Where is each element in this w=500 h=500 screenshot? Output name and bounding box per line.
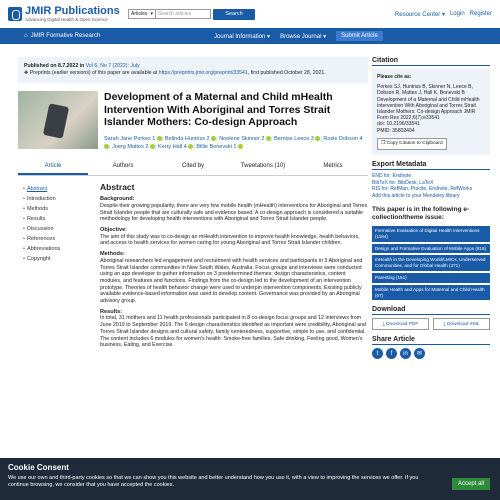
linkedin-icon[interactable]: in bbox=[400, 348, 411, 359]
toc-item-introduction[interactable]: Introduction bbox=[26, 195, 56, 202]
copy-citation-button[interactable]: ❐ Copy Citation to Clipboard bbox=[377, 138, 447, 150]
author-link[interactable]: Belinda Huntriss 2 bbox=[164, 135, 210, 142]
accept-cookies-button[interactable]: Accept all bbox=[452, 478, 490, 490]
toc-item-discussion[interactable]: Discussion bbox=[26, 225, 54, 232]
toc-item-abstract[interactable]: Abstract bbox=[26, 185, 48, 192]
orcid-icon[interactable] bbox=[238, 144, 243, 149]
methods-heading: Methods: bbox=[100, 251, 125, 258]
publication-info: Published on 8.7.2022 in Vol 6, No 7 (2022): July ✚ Preprints (earlier versions) of this paper are available at https://preprints.jmir.org/preprint/33541, first published October 28, 2021. bbox=[18, 57, 368, 83]
search-scope-select[interactable]: Articles ▾ bbox=[128, 9, 156, 19]
collection-chip[interactable]: Parenting (151) bbox=[372, 273, 490, 283]
author-link[interactable]: Joerg Mattes 2 bbox=[112, 143, 149, 150]
jmir-logo-icon bbox=[8, 7, 22, 21]
journal-nav bbox=[0, 28, 500, 44]
citation-box: Please cite as: Perkes SJ, Huntriss B, Skinner N, Leece B, Dobson R, Mattes J, Hall K, Bonevski B Development of a Maternal and Child mHealth Intervention With Aboriginal and Torres Strait Islander Mothers: Co-design Approach JMIR Form Res 2022;6(7):e33541 doi: 10.2196/33541 PMID: 35802404 ❐ Copy Citation to Clipboard bbox=[372, 69, 490, 155]
author-link[interactable]: Kerry Hall 4 bbox=[158, 143, 187, 150]
download-pdf-button[interactable]: ⤓ Download PDF bbox=[372, 318, 429, 330]
download-icon: ⤓ bbox=[443, 322, 446, 328]
top-bar bbox=[0, 0, 500, 28]
cookie-banner bbox=[0, 458, 500, 500]
toc-item-results[interactable]: Results bbox=[26, 215, 46, 222]
logo-subtitle: Advancing Digital Health & Open Science bbox=[25, 17, 108, 22]
preprint-link[interactable]: https://preprints.jmir.org/preprint/33541 bbox=[158, 70, 248, 76]
author-link[interactable]: Rosie Dobson 4 bbox=[323, 135, 363, 142]
download-heading: Download bbox=[372, 306, 490, 315]
citation-pmid: PMID: 35802404 bbox=[377, 127, 415, 134]
export-bibtex-link[interactable]: BibTeX for: BibDesk, LaTeX bbox=[372, 179, 434, 186]
article-tabs bbox=[18, 159, 368, 176]
collection-chip[interactable]: mHealth in the Developing World/LMICs, Underserved Communities, and for Global Health (371) bbox=[372, 255, 490, 271]
export-heading: Export Metadata bbox=[372, 161, 490, 170]
mendeley-link[interactable]: Add this article to your Mendeley library bbox=[372, 192, 460, 199]
methods-text: Aboriginal researchers led engagement and recruitment with health services and participants in 3 Aboriginal and Torres Strait Islander communities in New South Wales, Australia. Focus groups and interviews were conducted using an app developer to gather information on 3 predetermined themes: design characteristics, content modules, and features and functions. Findings from the co-design led to the development of an intervention prototype. Theories of health behavior change were used to underpin intervention components. Existing publicly available evidence-based information was used to develop content. Governance was provided by an Aboriginal advisory group. bbox=[100, 257, 363, 305]
toc-item-abbreviations[interactable]: Abbreviations bbox=[26, 245, 61, 252]
background-heading: Background: bbox=[100, 196, 135, 203]
share-buttons bbox=[372, 348, 490, 359]
share-heading: Share Article bbox=[372, 336, 490, 345]
orcid-icon[interactable] bbox=[157, 136, 162, 141]
results-text: In total, 31 mothers and 11 health professionals participated in 8 co-design focus groups and 12 interviews from June 2019 to September 2019. The 6 design characteristics identified as important were credibility, Aboriginal and Torres Strait Islander designs and cultural safety, family centeredness, supportive, simple to use, and confidential. The content includes 6 modules for women's health: Smoke-free families, Safe drinking, Feeling good, Women's business, Eating, and Exercise. bbox=[100, 315, 366, 349]
twitter-icon[interactable]: t bbox=[372, 348, 383, 359]
abstract-section bbox=[100, 181, 368, 349]
tab-article[interactable]: Article bbox=[18, 159, 88, 175]
citation-text: Perkes SJ, Huntriss B, Skinner N, Leece B, Dobson R, Mattes J, Hall K, Bonevski B Development of a Maternal and Child mHealth Intervention With Aboriginal and Torres Strait Islander Mothers: Co-design Approach JMIR Form Res 2022;6(7):e33541 bbox=[377, 84, 480, 122]
search-input[interactable]: Search articles bbox=[156, 9, 211, 19]
tab-tweetations[interactable]: Tweetations (10) bbox=[240, 162, 286, 169]
download-icon: ⤓ bbox=[382, 322, 385, 328]
search-button[interactable]: Search bbox=[213, 9, 255, 20]
collection-heading: This paper is in the following e-collection/theme issue: bbox=[372, 206, 470, 222]
submit-article-button[interactable]: Submit Article bbox=[336, 31, 383, 41]
chevron-down-icon: ▾ bbox=[441, 11, 445, 18]
tab-metrics[interactable]: Metrics bbox=[323, 162, 343, 169]
objective-text: The aim of this study was to co-design an mHealth intervention to improve health knowledge, health behaviors, and access to health services for women caring for young Aboriginal and Torres Strait Islander children. bbox=[100, 233, 360, 247]
orcid-icon[interactable] bbox=[188, 144, 193, 149]
register-link[interactable]: Register bbox=[469, 11, 492, 17]
article-title: Development of a Maternal and Child mHealth Intervention With Aboriginal and Torres Strait Islander Mothers: Co-design Approach bbox=[104, 91, 333, 128]
author-link[interactable]: Sarah Jane Perkes 1 bbox=[104, 135, 156, 142]
orcid-icon[interactable] bbox=[104, 144, 109, 149]
chevron-down-icon: ▾ bbox=[150, 11, 153, 17]
author-link[interactable]: Bernise Leece 3 bbox=[274, 135, 314, 142]
tab-cited-by[interactable]: Cited by bbox=[181, 162, 204, 169]
abstract-heading: Abstract bbox=[100, 181, 135, 192]
results-heading: Results: bbox=[100, 308, 123, 315]
objective-heading: Objective: bbox=[100, 227, 128, 234]
logo-title: JMIR Publications bbox=[25, 5, 120, 17]
article-thumbnail-image bbox=[18, 91, 98, 149]
search-bar bbox=[128, 9, 255, 20]
browse-journal-menu[interactable]: Browse Journal ▾ bbox=[280, 33, 327, 40]
export-ris-link[interactable]: RIS for: RefMan, Procite, Endnote, RefWorks bbox=[372, 186, 473, 193]
copy-icon: ❐ bbox=[381, 140, 386, 146]
orcid-icon[interactable] bbox=[315, 136, 320, 141]
author-link[interactable]: Noelene Skinner 2 bbox=[219, 135, 265, 142]
export-links bbox=[372, 173, 490, 199]
cookie-heading: Cookie Consent bbox=[8, 463, 69, 472]
journal-information-menu[interactable]: Journal Information ▾ bbox=[214, 33, 271, 40]
collection-chip[interactable]: Formative Evaluation of Digital Health Interventions (1184) bbox=[372, 226, 490, 242]
journal-home-link[interactable]: ⌂ JMIR Formative Research bbox=[24, 33, 101, 39]
email-icon[interactable]: ✉ bbox=[414, 348, 425, 359]
article-header bbox=[18, 83, 368, 155]
orcid-icon[interactable] bbox=[211, 136, 216, 141]
toc-item-copyright[interactable]: Copyright bbox=[26, 255, 51, 262]
toc-item-references[interactable]: References bbox=[26, 235, 56, 242]
home-icon: ⌂ bbox=[24, 33, 28, 39]
facebook-icon[interactable]: f bbox=[386, 348, 397, 359]
collection-chip[interactable]: Mobile Health and Apps for Maternal and Child Health (67) bbox=[372, 285, 490, 301]
resource-center-menu[interactable]: Resource Center ▾ bbox=[394, 11, 445, 18]
cookie-text: We use our own and third-party cookies so that we can show you this website and better understand how you use it, with a view to improving the services we offer. If you continue browsing, we consider that you have accepted the cookies. bbox=[8, 475, 419, 488]
download-xml-button[interactable]: ⤓ Download XML bbox=[433, 318, 490, 330]
collection-chip[interactable]: Design and Formative Evaluation of Mobile Apps (816) bbox=[372, 244, 490, 254]
article-main bbox=[18, 57, 368, 349]
tab-authors[interactable]: Authors bbox=[112, 162, 134, 169]
issue-link[interactable]: Vol 6, No 7 (2022): July bbox=[85, 63, 140, 69]
article-sidebar bbox=[372, 57, 490, 359]
toc-item-methods[interactable]: Methods bbox=[26, 205, 49, 212]
table-of-contents bbox=[18, 184, 100, 349]
background-text: Despite their growing popularity, there are very few mobile health (mHealth) interventions for Aboriginal and Torres Strait Islander people that are culturally safe and evidence based. A co-design approach is considered a suitable methodology for developing health interventions with Aboriginal and Torres Strait Islander people. bbox=[100, 202, 368, 223]
export-end-link[interactable]: END for: Endnote bbox=[372, 173, 412, 180]
orcid-icon[interactable] bbox=[266, 136, 271, 141]
author-link[interactable]: Billie Bonevski 1 bbox=[196, 143, 237, 150]
preprint-icon: ✚ bbox=[24, 70, 29, 76]
citation-heading: Citation bbox=[372, 57, 490, 66]
login-link[interactable]: Login bbox=[449, 11, 465, 17]
author-list: Sarah Jane Perkes 1 ; Belinda Huntriss 2 ; Noelene Skinner 2 ; Bernise Leece 3 ; Rosie Dobson 4 ; Joerg Mattes 2 ; Kerry Hall 4 ; Billie Bonevski 1 bbox=[104, 135, 363, 150]
citation-doi: doi: 10.2196/33541 bbox=[377, 121, 420, 128]
jmir-logo[interactable] bbox=[8, 6, 128, 22]
orcid-icon[interactable] bbox=[150, 144, 155, 149]
